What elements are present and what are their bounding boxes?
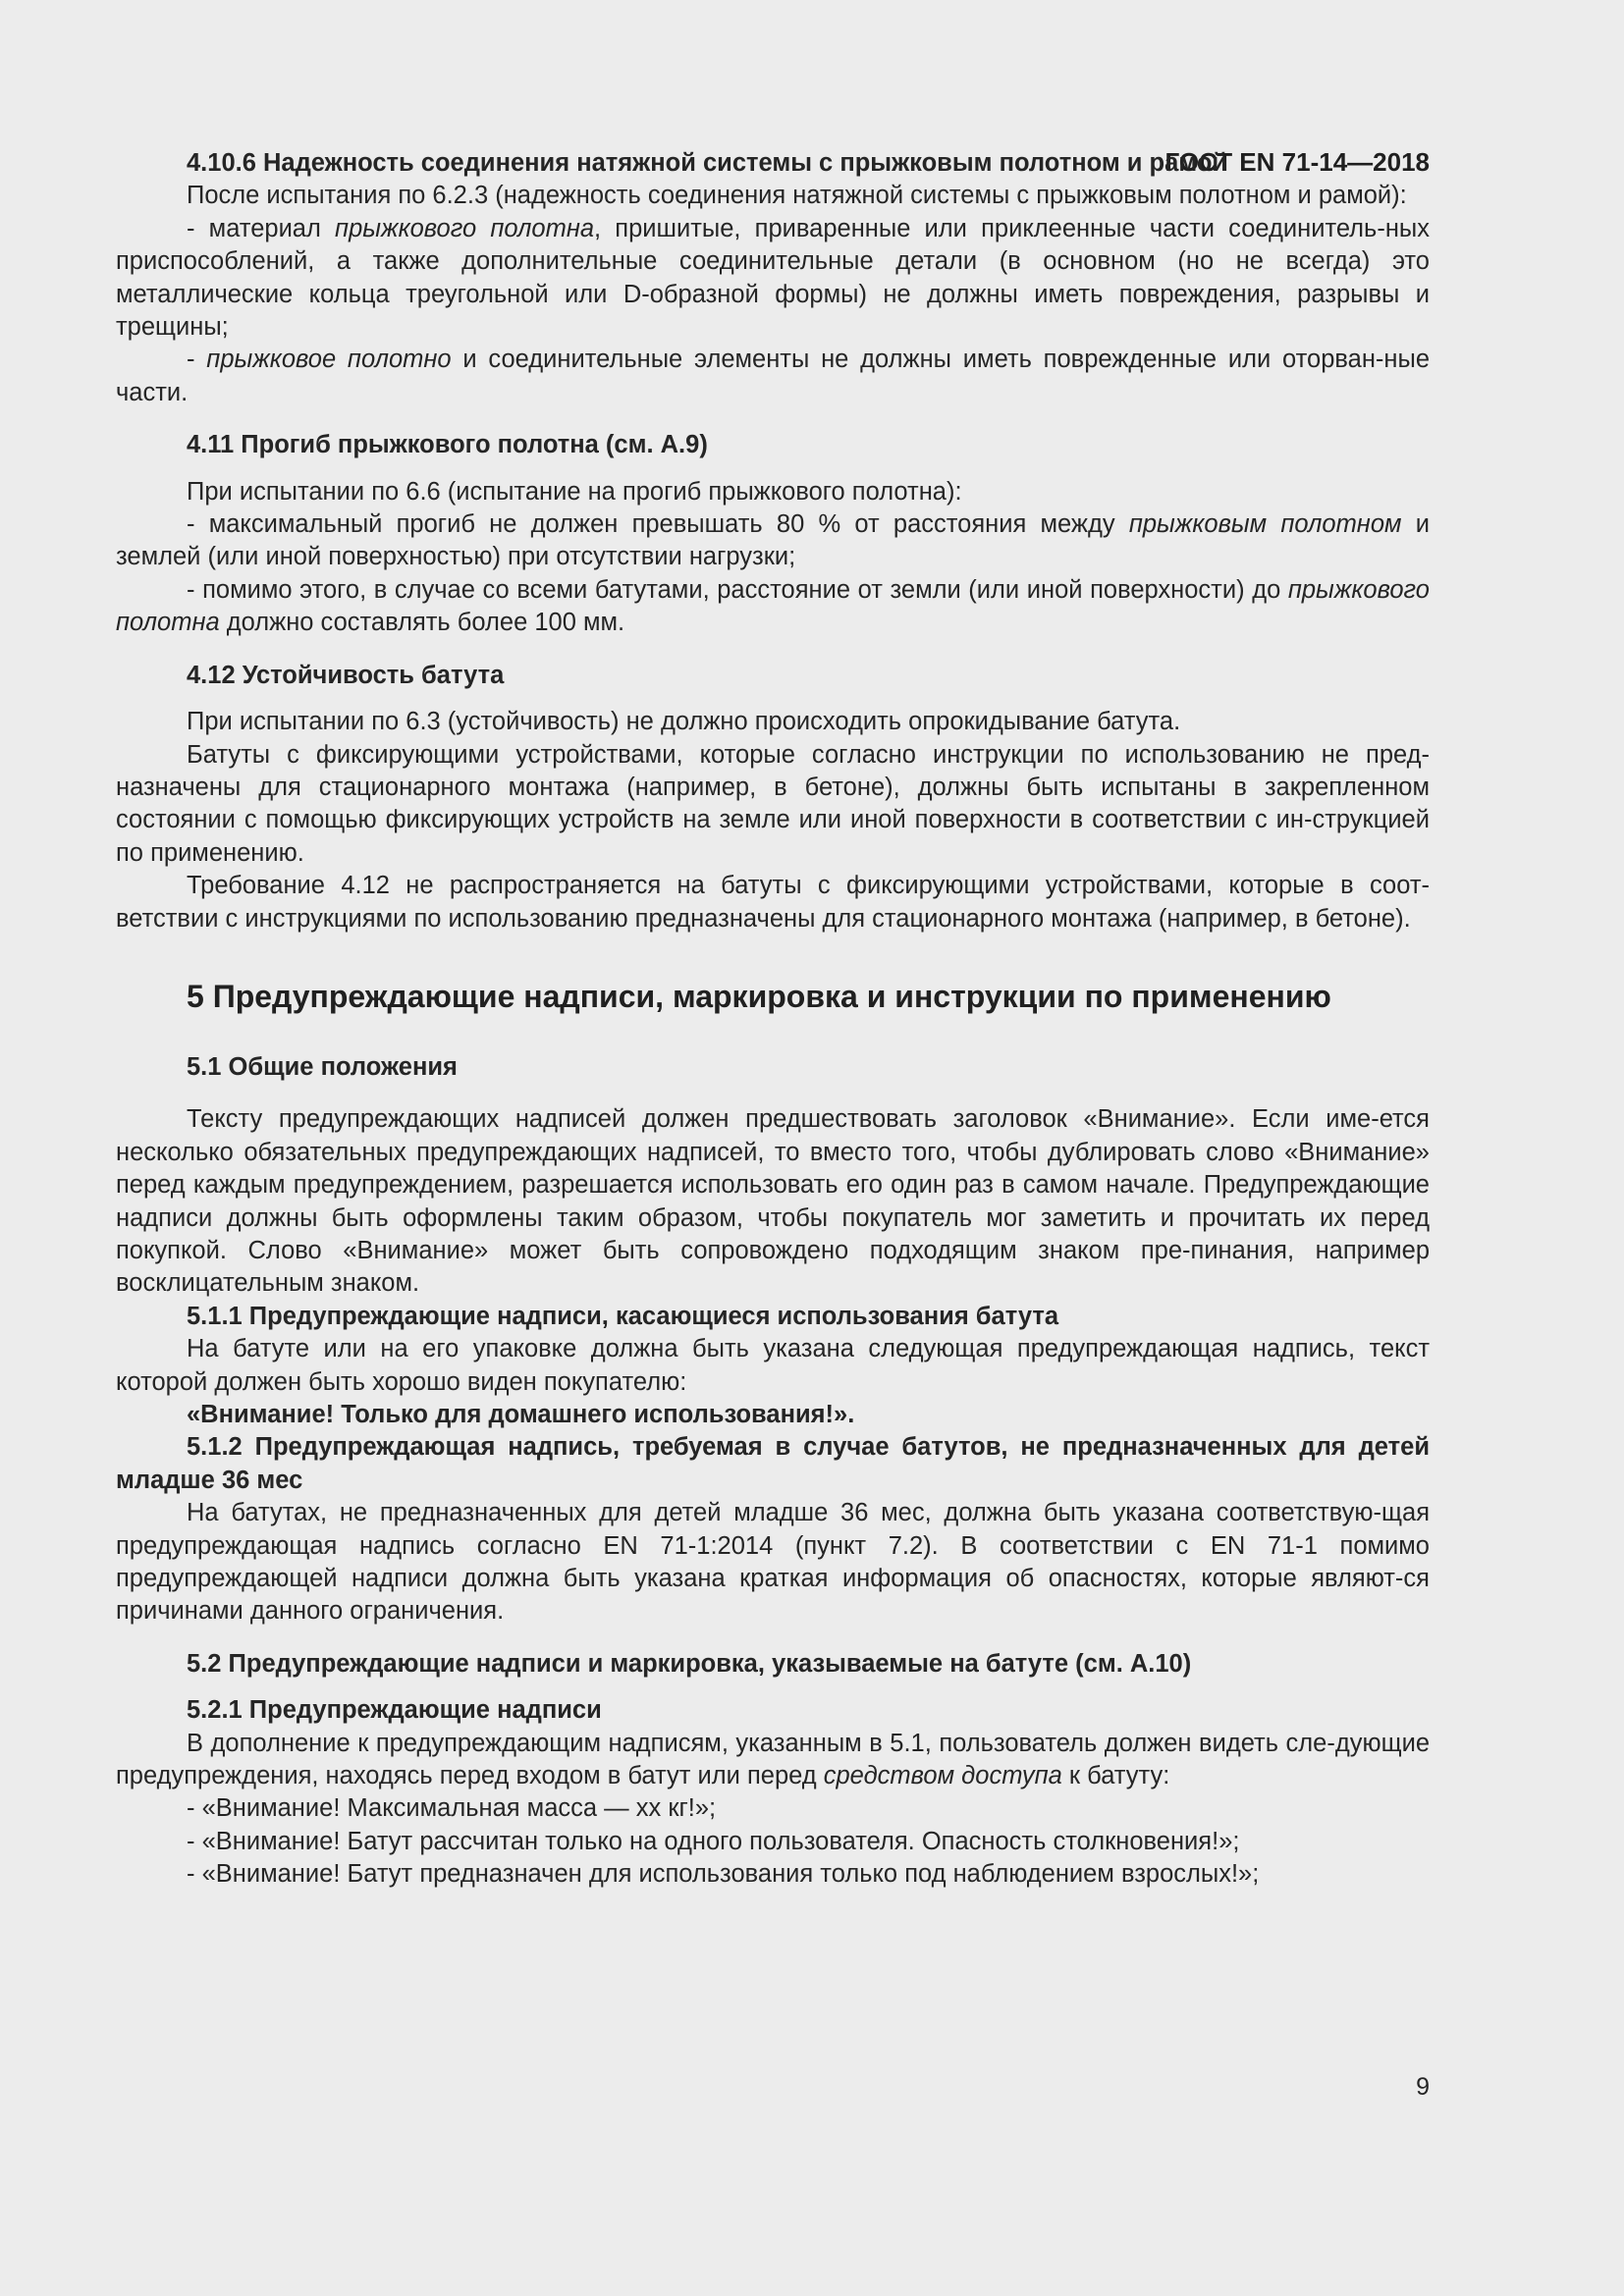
document-id-header: ГОСТ EN 71-14—2018 <box>1164 147 1430 177</box>
text-run: и соединительные элементы не должны иметь поврежденные или оторван-ные части. <box>116 346 1430 406</box>
heading-5-1: 5.1 Общие положения <box>187 1052 458 1081</box>
list-item-4-10-6-1 <box>116 213 1430 345</box>
heading-4-10-6: 4.10.6 Надежность соединения натяжной системы с прыжковым полотном и рамой <box>187 149 1228 177</box>
page-number: 9 <box>1416 2073 1430 2101</box>
paragraph-5-1-1: Тексту предупреждающих надписей должен предшествовать заголовок «Внимание». Если име-ется несколько обязательных предупреждающих надписей, то вместо того, чтобы дублировать слово «Внимание» перед каждым предупреждением, разрешается использовать его один раз в самом начале. Предупреждающие надписи должны быть оформлены таким образом, чтобы покупатель мог заметить и прочитать их перед покупкой. Слово «Внимание» может быть сопровождено подходящим знаком пре-пинания, например восклицательным знаком. <box>116 1105 1430 1298</box>
text-run: к батуту: <box>1061 1762 1170 1790</box>
warning-quote-home-use: «Внимание! Только для домашнего использования!». <box>187 1401 855 1428</box>
text-run: - материал <box>187 214 336 242</box>
italic-term: прыжковое полотно <box>206 346 452 374</box>
heading-4-12: 4.12 Устойчивость батута <box>187 661 505 689</box>
text-run: - максимальный прогиб не должен превышать 80 % от расстояния между <box>187 510 1129 539</box>
italic-term: прыжкового полотна <box>335 214 595 242</box>
heading-5-2: 5.2 Предупреждающие надписи и маркировка, указываемые на батуте (см. А.10) <box>187 1649 1192 1678</box>
paragraph-4-10-6-intro: После испытания по 6.2.3 (надежность соединения натяжной системы с прыжковым полотном и рамой): <box>187 182 1407 210</box>
list-item-4-11-1 <box>116 508 1430 574</box>
text-run: , пришитые, приваренные или приклеенные части соединитель-ных приспособлений, а также дополнительные соединительные детали (в основном (но не всегда) это металлические кольца треугольной или D-образной формы) не должны иметь повреждения, разрывы и трещины; <box>116 214 1430 342</box>
italic-term: прыжковым полотном <box>1128 510 1402 539</box>
italic-term: средством доступа <box>823 1762 1062 1790</box>
text-run: и землей (или иной поверхностью) при отсутствии нагрузки; <box>116 510 1430 571</box>
list-item-4-11-2 <box>116 574 1430 640</box>
heading-5-2-1: 5.2.1 Предупреждающие надписи <box>187 1696 602 1725</box>
paragraph-5-1-2-text: На батутах, не предназначенных для детей младше 36 мес, должна быть указана соответствую-щая предупреждающая надпись согласно EN 71-1:2014 (пункт 7.2). В соответствии с EN 71-1 помимо предупреждающей надписи должна быть указана краткая информация об опасностях, которые являют-ся причинами данного ограничения. <box>116 1499 1430 1626</box>
page-body <box>116 147 1430 1892</box>
heading-5-1-2: 5.1.2 Предупреждающая надпись, требуемая в случае батутов, не предназначенных для детей младше 36 мес <box>116 1433 1430 1494</box>
list-item-warning-3: - «Внимание! Батут предназначен для использования только под наблюдением взрослых!»; <box>187 1860 1260 1889</box>
list-item-4-10-6-2 <box>116 344 1430 409</box>
italic-term: прыжкового полотна <box>116 575 1430 637</box>
heading-5-1-1: 5.1.1 Предупреждающие надписи, касающиеся использования батута <box>187 1302 1059 1330</box>
paragraph-4-11-intro: При испытании по 6.6 (испытание на прогиб прыжкового полотна): <box>187 477 962 506</box>
list-item-warning-2: - «Внимание! Батут рассчитан только на одного пользователя. Опасность столкновения!»; <box>187 1827 1240 1855</box>
paragraph-4-12-1: При испытании по 6.3 (устойчивость) не должно происходить опрокидывание батута. <box>187 708 1181 736</box>
text-run: - <box>187 346 207 374</box>
heading-section-5: 5 Предупреждающие надписи, маркировка и инструкции по применению <box>187 978 1331 1014</box>
paragraph-5-2-1-text <box>116 1728 1430 1793</box>
paragraph-5-1-1-text: На батуте или на его упаковке должна быть указана следующая предупреждающая надпись, текст которой должен быть хорошо виден покупателю: <box>116 1335 1430 1396</box>
paragraph-4-12-2: Батуты с фиксирующими устройствами, которые согласно инструкции по использованию не пред-назначены для стационарного монтажа (например, в бетоне), должны быть испытаны в закрепленном состоянии с помощью фиксирующих устройств на земле или иной поверхности в соответствии с ин-струкцией по применению. <box>116 740 1430 867</box>
heading-4-11: 4.11 Прогиб прыжкового полотна (см. А.9) <box>187 431 708 459</box>
text-run: - помимо этого, в случае со всеми батутами, расстояние от земли (или иной поверхности) до <box>187 575 1288 604</box>
paragraph-4-12-3: Требование 4.12 не распространяется на батуты с фиксирующими устройствами, которые в соот-ветствии с инструкциями по использованию предназначены для стационарного монтажа (например, в бетоне). <box>116 872 1430 933</box>
text-run: должно составлять более 100 мм. <box>219 609 625 637</box>
text-run: В дополнение к предупреждающим надписям, указанным в 5.1, пользователь должен видеть сле-дующие предупреждения, находясь перед входом в батут или перед <box>116 1729 1430 1790</box>
list-item-warning-1: - «Внимание! Максимальная масса — хх кг!»; <box>187 1794 717 1823</box>
